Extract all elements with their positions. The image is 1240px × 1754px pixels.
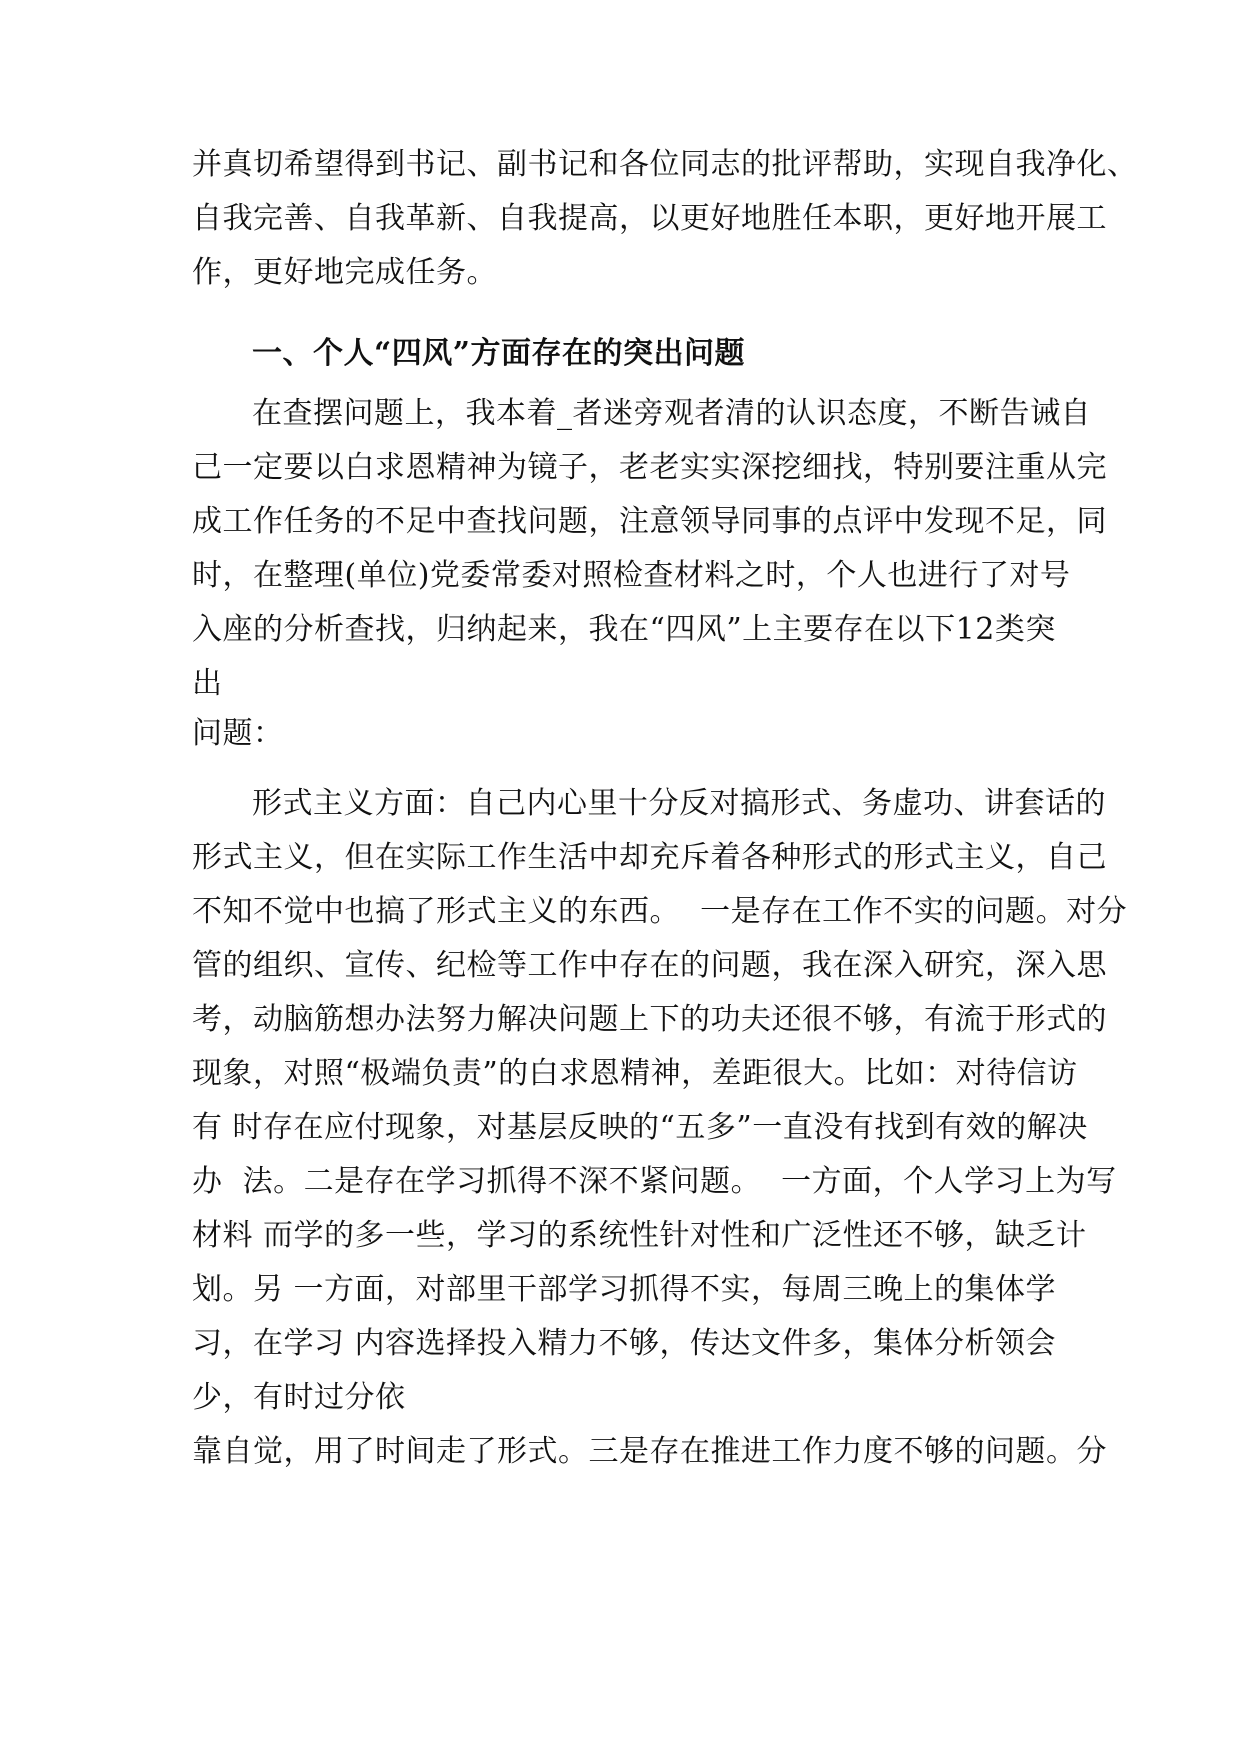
paragraph-line: 有 时存在应付现象，对基层反映的“五多”一直没有找到有效的解决 bbox=[192, 1110, 1088, 1145]
paragraph-line: 管的组织、宣传、纪检等工作中存在的问题，我在深入研究，深入思 bbox=[192, 948, 1107, 983]
paragraph-line: 并真切希望得到书记、副书记和各位同志的批评帮助，实现自我净化、 bbox=[192, 147, 1138, 182]
section-heading: 一、个人“四风”方面存在的突出问题 bbox=[252, 336, 746, 371]
paragraph-line: 现象，对照“极端负责”的白求恩精神，差距很大。比如：对待信访 bbox=[192, 1056, 1078, 1091]
paragraph-line: 作，更好地完成任务。 bbox=[192, 255, 497, 290]
paragraph-line: 靠自觉，用了时间走了形式。三是存在推进工作力度不够的问题。分 bbox=[192, 1434, 1107, 1469]
paragraph-line: 时，在整理(单位)党委常委对照检查材料之时，个人也进行了对号 bbox=[192, 558, 1071, 593]
paragraph-line: 形式主义，但在实际工作生活中却充斥着各种形式的形式主义，自己 bbox=[192, 840, 1107, 875]
paragraph-line: 成工作任务的不足中查找问题，注意领导同事的点评中发现不足，同 bbox=[192, 504, 1107, 539]
paragraph-line: 入座的分析查找，归纳起来，我在“四风”上主要存在以下12类突 bbox=[192, 612, 1056, 647]
paragraph-line: 考，动脑筋想办法努力解决问题上下的功夫还很不够，有流于形式的 bbox=[192, 1002, 1107, 1037]
paragraph-line: 习，在学习 内容选择投入精力不够，传达文件多，集体分析领会 bbox=[192, 1326, 1057, 1361]
paragraph-line: 材料 而学的多一些，学习的系统性针对性和广泛性还不够，缺乏计 bbox=[192, 1218, 1087, 1253]
paragraph-line: 不知不觉中也搞了形式主义的东西。 一是存在工作不实的问题。对分 bbox=[192, 894, 1128, 929]
paragraph-line: 己一定要以白求恩精神为镜子，老老实实深挖细找，特别要注重从完 bbox=[192, 450, 1107, 485]
paragraph-line: 形式主义方面：自己内心里十分反对搞形式、务虚功、讲套话的 bbox=[252, 786, 1106, 821]
paragraph-line: 问题： bbox=[192, 716, 284, 751]
paragraph-line: 在查摆问题上，我本着_者迷旁观者清的认识态度，不断告诫自 bbox=[252, 396, 1091, 431]
paragraph-line: 划。另 一方面，对部里干部学习抓得不实，每周三晚上的集体学 bbox=[192, 1272, 1057, 1307]
paragraph-line: 办 法。二是存在学习抓得不深不紧问题。 一方面，个人学习上为写 bbox=[192, 1164, 1117, 1199]
paragraph-line: 出 bbox=[192, 666, 223, 701]
paragraph-line: 少，有时过分依 bbox=[192, 1380, 406, 1415]
paragraph-line: 自我完善、自我革新、自我提高，以更好地胜任本职，更好地开展工 bbox=[192, 201, 1107, 236]
